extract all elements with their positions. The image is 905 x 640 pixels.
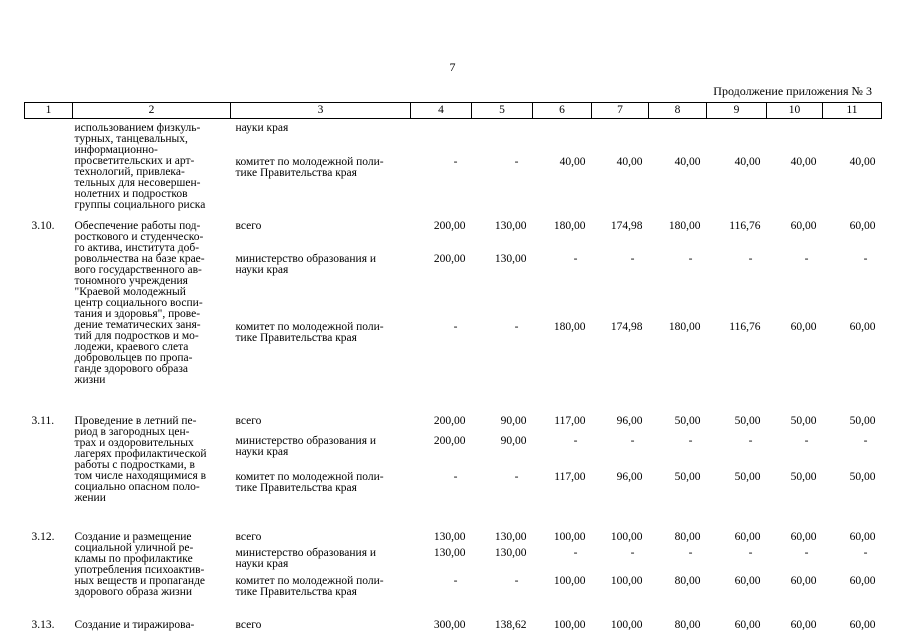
budget-value xyxy=(767,119,823,153)
spacer-cell xyxy=(25,598,882,620)
budget-value: 60,00 xyxy=(849,574,876,587)
budget-value: 130,00 xyxy=(494,531,527,543)
budget-value: 50,00 xyxy=(790,471,817,484)
budget-value: 60,00 xyxy=(849,321,876,334)
measure-description: Обеспечение работы под- росткового и студенческо- го актива, института доб- ровольчества на базе крае- вого государственного ав- тономного учреждения "Краевой молодежный центр социального воспи- тания и здоровья", прове- дение тематических заня- тий для подростков и мо- лодежи, краевого слета добровольцев по пропа- ганде здорового образа жизни xyxy=(74,220,205,386)
funding-recipient: науки края xyxy=(235,122,289,134)
budget-value: 180,00 xyxy=(668,321,701,334)
budget-value: - xyxy=(863,547,868,560)
budget-value: 100,00 xyxy=(610,619,643,631)
item-number: 3.13. xyxy=(31,619,55,631)
column-header: 2 xyxy=(73,103,231,119)
budget-value: 174,98 xyxy=(610,321,643,334)
column-header: 8 xyxy=(649,103,707,119)
table-row xyxy=(25,119,882,153)
budget-value: - xyxy=(748,547,753,560)
column-header: 3 xyxy=(231,103,411,119)
budget-value: - xyxy=(748,252,753,265)
measure-description: Создание и размещение социальной уличной ре- кламы по профилактике употребления психоактив- ных веществ и пропаганде здорового образа жизни xyxy=(74,531,206,598)
budget-value: 80,00 xyxy=(674,619,701,631)
budget-value: 80,00 xyxy=(674,531,701,543)
budget-value: 90,00 xyxy=(500,415,527,427)
funding-recipient: всего xyxy=(235,415,262,427)
budget-value xyxy=(411,119,472,153)
budget-value: 117,00 xyxy=(554,415,586,427)
column-header: 7 xyxy=(592,103,649,119)
budget-value: - xyxy=(453,321,458,334)
budget-value: 100,00 xyxy=(553,619,586,631)
item-number: 3.11. xyxy=(31,415,55,427)
budget-value: 96,00 xyxy=(616,471,643,484)
budget-value: - xyxy=(573,547,578,560)
budget-value xyxy=(533,119,592,153)
budget-value: 50,00 xyxy=(734,415,761,427)
budget-value: 40,00 xyxy=(674,156,701,169)
budget-value: 60,00 xyxy=(849,619,876,631)
budget-value: 60,00 xyxy=(790,574,817,587)
column-number-row xyxy=(25,103,882,119)
measure-description: использованием физкуль- турных, танцевальных, информационно- просветительских и арт- технологий, привлека- тельных для несовершен- нолетних и подростков группы социального риска xyxy=(74,122,206,211)
budget-value: - xyxy=(453,156,458,169)
budget-value: 130,00 xyxy=(494,547,527,560)
funding-recipient: комитет по молодежной поли- тике Правительства края xyxy=(235,321,384,345)
budget-value: 50,00 xyxy=(734,471,761,484)
budget-value: 40,00 xyxy=(734,156,761,169)
budget-value: - xyxy=(453,471,458,484)
budget-value: 60,00 xyxy=(790,321,817,334)
table-row xyxy=(25,416,882,431)
budget-value: - xyxy=(688,434,693,447)
funding-recipient: всего xyxy=(235,220,262,232)
measure-description: Создание и тиражирова- xyxy=(74,619,195,631)
budget-value: 130,00 xyxy=(494,220,527,232)
funding-recipient: комитет по молодежной поли- тике Правительства края xyxy=(235,156,384,180)
budget-value: 130,00 xyxy=(433,547,466,560)
measure-description: Проведение в летний пе- риод в загородных цен- трах и оздоровительных лагерях профилактической работы с подростками, в том числе находящимися в социально опасном поло- жении xyxy=(74,415,207,504)
budget-value: - xyxy=(804,547,809,560)
budget-value: 138,62 xyxy=(494,619,527,631)
column-header: 9 xyxy=(707,103,767,119)
budget-value: 50,00 xyxy=(790,415,817,427)
budget-value: - xyxy=(804,252,809,265)
budget-value: 116,76 xyxy=(729,321,761,334)
table-row xyxy=(25,620,882,631)
budget-value: - xyxy=(688,252,693,265)
budget-value: 200,00 xyxy=(433,220,466,232)
budget-value: - xyxy=(514,156,519,169)
row-spacer xyxy=(25,598,882,620)
funding-recipient: комитет по молодежной поли- тике Правительства края xyxy=(235,574,384,598)
budget-value: 130,00 xyxy=(433,531,466,543)
budget-value: 200,00 xyxy=(433,415,466,427)
budget-value: 80,00 xyxy=(674,574,701,587)
budget-value: 300,00 xyxy=(433,619,466,631)
budget-value: 60,00 xyxy=(790,619,817,631)
budget-value: - xyxy=(630,434,635,447)
budget-value: 60,00 xyxy=(734,619,761,631)
budget-value: 100,00 xyxy=(610,531,643,543)
budget-value: 96,00 xyxy=(616,415,643,427)
item-number: 3.12. xyxy=(31,531,55,543)
budget-value: 180,00 xyxy=(553,321,586,334)
budget-value: 60,00 xyxy=(734,574,761,587)
column-header: 1 xyxy=(25,103,73,119)
budget-value xyxy=(707,119,767,153)
budget-value: 100,00 xyxy=(553,574,586,587)
budget-value: 40,00 xyxy=(790,156,817,169)
budget-value: 40,00 xyxy=(849,156,876,169)
item-number: 3.10. xyxy=(31,220,55,232)
row-spacer xyxy=(25,504,882,532)
budget-value: 50,00 xyxy=(674,415,701,427)
budget-value: 40,00 xyxy=(559,156,586,169)
budget-value: 116,76 xyxy=(729,220,761,232)
budget-value: - xyxy=(573,434,578,447)
budget-value: 60,00 xyxy=(790,220,817,232)
column-header: 10 xyxy=(767,103,823,119)
table-row xyxy=(25,221,882,249)
funding-recipient: комитет по молодежной поли- тике Правительства края xyxy=(235,471,384,495)
budget-value: - xyxy=(514,321,519,334)
budget-value: - xyxy=(863,252,868,265)
funding-recipient: всего xyxy=(235,531,262,543)
budget-value: - xyxy=(514,471,519,484)
budget-value xyxy=(472,119,533,153)
budget-value: - xyxy=(630,252,635,265)
funding-recipient: министерство образования и науки края xyxy=(235,434,377,458)
budget-value xyxy=(823,119,882,153)
budget-table xyxy=(24,102,882,631)
budget-value xyxy=(592,119,649,153)
budget-value: - xyxy=(573,252,578,265)
budget-value: 117,00 xyxy=(554,471,586,484)
spacer-cell xyxy=(25,504,882,532)
funding-recipient: всего xyxy=(235,619,262,631)
table-body xyxy=(25,119,882,632)
page-number: 7 xyxy=(449,60,456,74)
budget-value: 60,00 xyxy=(849,220,876,232)
table-row xyxy=(25,532,882,543)
budget-value: 60,00 xyxy=(734,531,761,543)
budget-value: 40,00 xyxy=(616,156,643,169)
budget-value: - xyxy=(630,547,635,560)
budget-value: 130,00 xyxy=(494,252,527,265)
budget-value: - xyxy=(453,574,458,587)
budget-value: 180,00 xyxy=(553,220,586,232)
budget-value: 50,00 xyxy=(849,471,876,484)
budget-value: 90,00 xyxy=(500,434,527,447)
funding-recipient: министерство образования и науки края xyxy=(235,547,377,571)
budget-value: 100,00 xyxy=(610,574,643,587)
budget-value: 50,00 xyxy=(674,471,701,484)
budget-value: - xyxy=(863,434,868,447)
budget-value: 60,00 xyxy=(790,531,817,543)
column-header: 4 xyxy=(411,103,472,119)
column-header: 11 xyxy=(823,103,882,119)
budget-value: - xyxy=(748,434,753,447)
appendix-continuation-label: Продолжение приложения № 3 xyxy=(713,84,872,98)
budget-value: - xyxy=(514,574,519,587)
budget-value: 200,00 xyxy=(433,252,466,265)
budget-value: 174,98 xyxy=(610,220,643,232)
spacer-cell xyxy=(25,386,882,416)
budget-value: - xyxy=(688,547,693,560)
budget-value: 180,00 xyxy=(668,220,701,232)
column-header: 5 xyxy=(472,103,533,119)
column-header: 6 xyxy=(533,103,592,119)
budget-value: 100,00 xyxy=(553,531,586,543)
row-spacer xyxy=(25,386,882,416)
budget-value: 60,00 xyxy=(849,531,876,543)
budget-value: 50,00 xyxy=(849,415,876,427)
budget-value xyxy=(649,119,707,153)
item-number xyxy=(25,119,73,212)
budget-value: - xyxy=(804,434,809,447)
funding-recipient: министерство образования и науки края xyxy=(235,252,377,276)
budget-value: 200,00 xyxy=(433,434,466,447)
